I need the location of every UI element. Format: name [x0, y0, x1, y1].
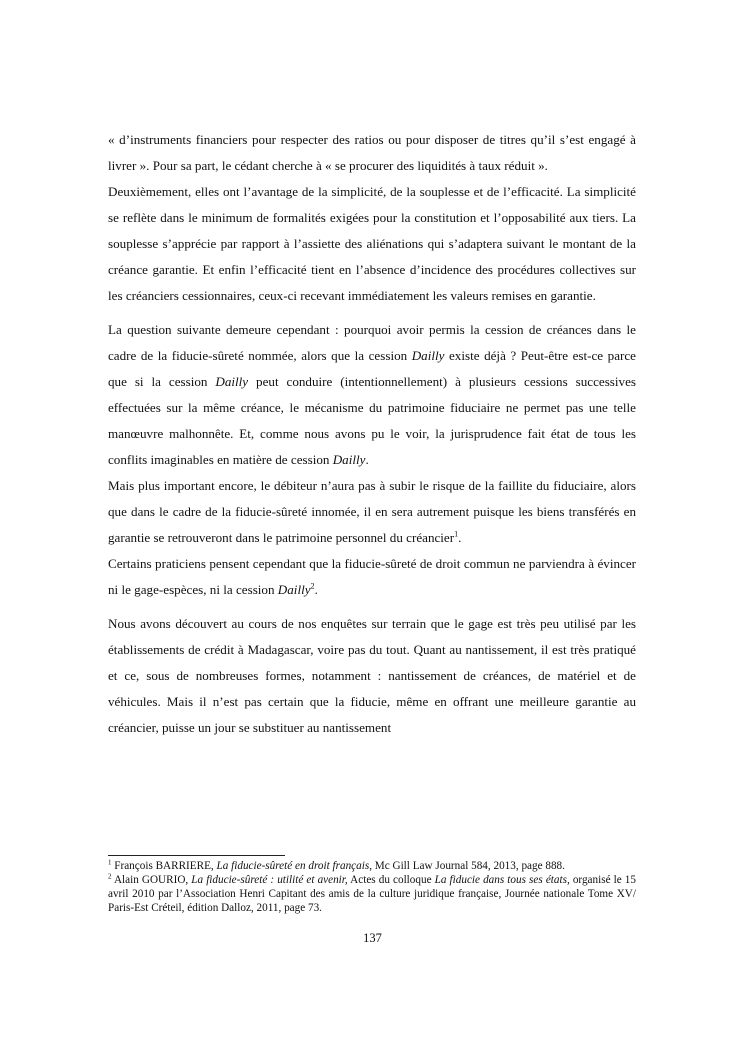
- paragraph: « d’instruments financiers pour respecter des ratios ou pour disposer de titres qu’il s’est engagé à livrer ». Pour sa part, le cédant cherche à « se procurer des liquidités à taux réduit ».: [108, 132, 636, 173]
- paragraph: Deuxièmement, elles ont l’avantage de la simplicité, de la souplesse et de l’efficacité. La simplicité se reflète dans le minimum de formalités exigées pour la constitution et l’opposabilité aux tiers. La souplesse s’apprécie par rapport à l’assiette des aliénations qui s’adaptera suivant le montant de la créance garantie. Et enfin l’efficacité tient en l’absence d’incidence des procédures collectives sur les créanciers cessionnaires, ceux-ci recevant immédiatement les valeurs remises en garantie.: [108, 184, 636, 303]
- paragraph: Mais plus important encore, le débiteur n’aura pas à subir le risque de la faillite du fiduciaire, alors que dans le cadre de la fiducie-sûreté innomée, il en sera autrement puisque les biens transférés en garantie se retrouveront dans le patrimoine personnel du créancier$^1$.: [108, 478, 636, 545]
- paragraph: Nous avons découvert au cours de nos enquêtes sur terrain que le gage est très peu utilisé par les établissements de crédit à Madagascar, voire pas du tout. Quant au nantissement, il est très pratiqué et ce, sous de nombreuses formes, notamment : nantissement de créances, de matériel et de véhicules. Mais il n’est pas certain que la fiducie, même en offrant une meilleure garantie au créancier, puisse un jour se substituer au nantissement: [108, 616, 636, 735]
- footnote-separator: [108, 855, 285, 856]
- paragraph: La question suivante demeure cependant : pourquoi avoir permis la cession de créances dans le cadre de la fiducie-sûreté nommée, alors que la cession Dailly existe déjà ? Peut-être est-ce parce que si la cession Dailly peut conduire (intentionnellement) à plusieurs cessions successives effectuées sur la même créance, le mécanisme du patrimoine fiduciaire ne permet pas une telle manœuvre malhonnête. Et, comme nous avons pu le voir, la jurisprudence fait état de tous les conflits imaginables en matière de cession Dailly.: [108, 322, 636, 467]
- page-body: [108, 127, 636, 741]
- footnote: $^2$ Alain GOURIO, La fiducie-sûreté : utilité et avenir, Actes du colloque La fiducie dans tous ses états, organisé le 15 avril 2010 par l’Association Henri Capitant des amis de la culture juridique française, Journée nationale Tome XV/ Paris-Est Créteil, édition Dalloz, 2011, page 73.: [108, 872, 636, 914]
- footnote-number: 1: [108, 858, 112, 867]
- paragraph: Certains praticiens pensent cependant que la fiducie-sûreté de droit commun ne parviendra à évincer ni le gage-espèces, ni la cession Dailly$^2$.: [108, 556, 636, 597]
- footnotes: [108, 859, 636, 915]
- footnote: $^1$ François BARRIERE, La fiducie-sûreté en droit français, Mc Gill Law Journal 584, 2013, page 888.: [108, 858, 565, 872]
- footnote-ref: 1: [454, 529, 459, 539]
- footnote-ref: 2: [310, 581, 315, 591]
- footnote-number: 2: [108, 872, 112, 881]
- page-number: 137: [363, 931, 382, 945]
